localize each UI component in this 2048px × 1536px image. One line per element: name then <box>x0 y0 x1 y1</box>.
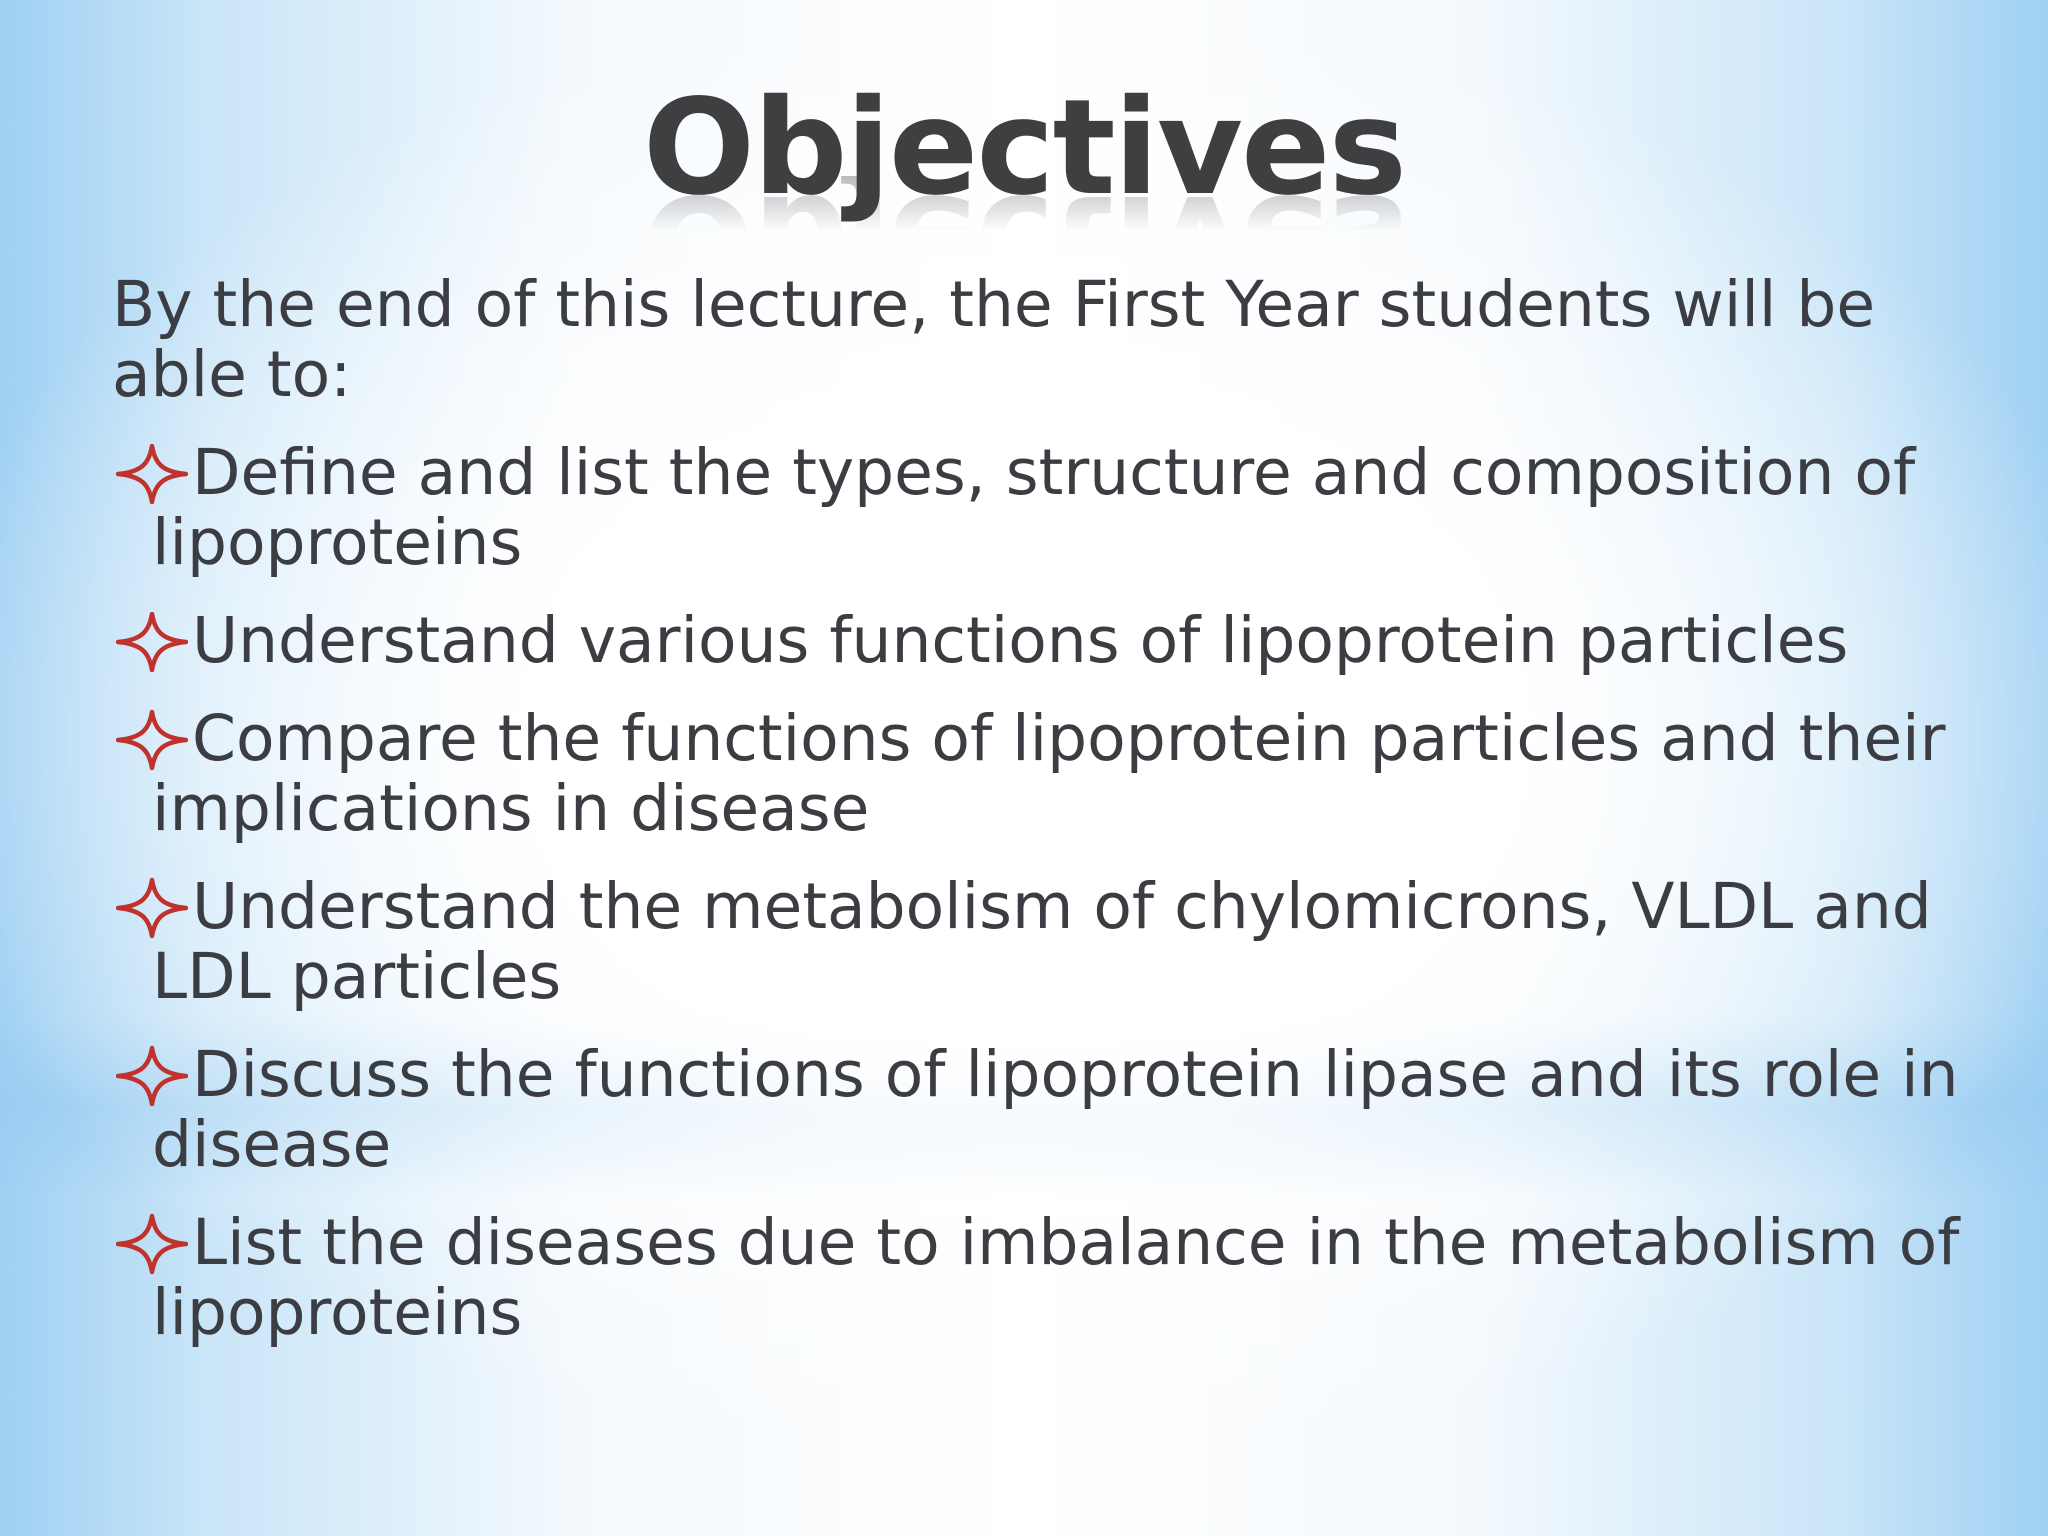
star-bullet-icon <box>116 710 188 770</box>
star-bullet-icon <box>116 1214 188 1274</box>
star-bullet-icon <box>116 444 188 504</box>
objective-text: Understand various functions of lipoprotein particles <box>192 604 1849 677</box>
objective-text: List the diseases due to imbalance in the metabolism of lipoproteins <box>152 1206 1960 1349</box>
objective-text: Discuss the functions of lipoprotein lipase and its role in disease <box>152 1038 1959 1181</box>
intro-text: By the end of this lecture, the First Year students will be able to: <box>112 268 1876 411</box>
objective-text: Define and list the types, structure and composition of lipoproteins <box>152 436 1916 579</box>
objective-item <box>112 1208 1982 1348</box>
objective-text: Understand the metabolism of chylomicrons, VLDL and LDL particles <box>152 870 1932 1013</box>
star-bullet-icon <box>116 878 188 938</box>
star-bullet-icon <box>116 612 188 672</box>
objective-item <box>112 1040 1982 1180</box>
objective-text: Compare the functions of lipoprotein particles and their implications in disease <box>152 702 1946 845</box>
slide-body <box>112 270 1982 1376</box>
objective-item <box>112 872 1982 1012</box>
slide-title: Objectives <box>642 71 1406 225</box>
star-bullet-icon <box>116 1046 188 1106</box>
objective-item <box>112 606 1982 676</box>
objective-item <box>112 704 1982 844</box>
objectives-list <box>112 438 1982 1348</box>
title-container <box>0 71 2048 225</box>
objective-item <box>112 438 1982 578</box>
